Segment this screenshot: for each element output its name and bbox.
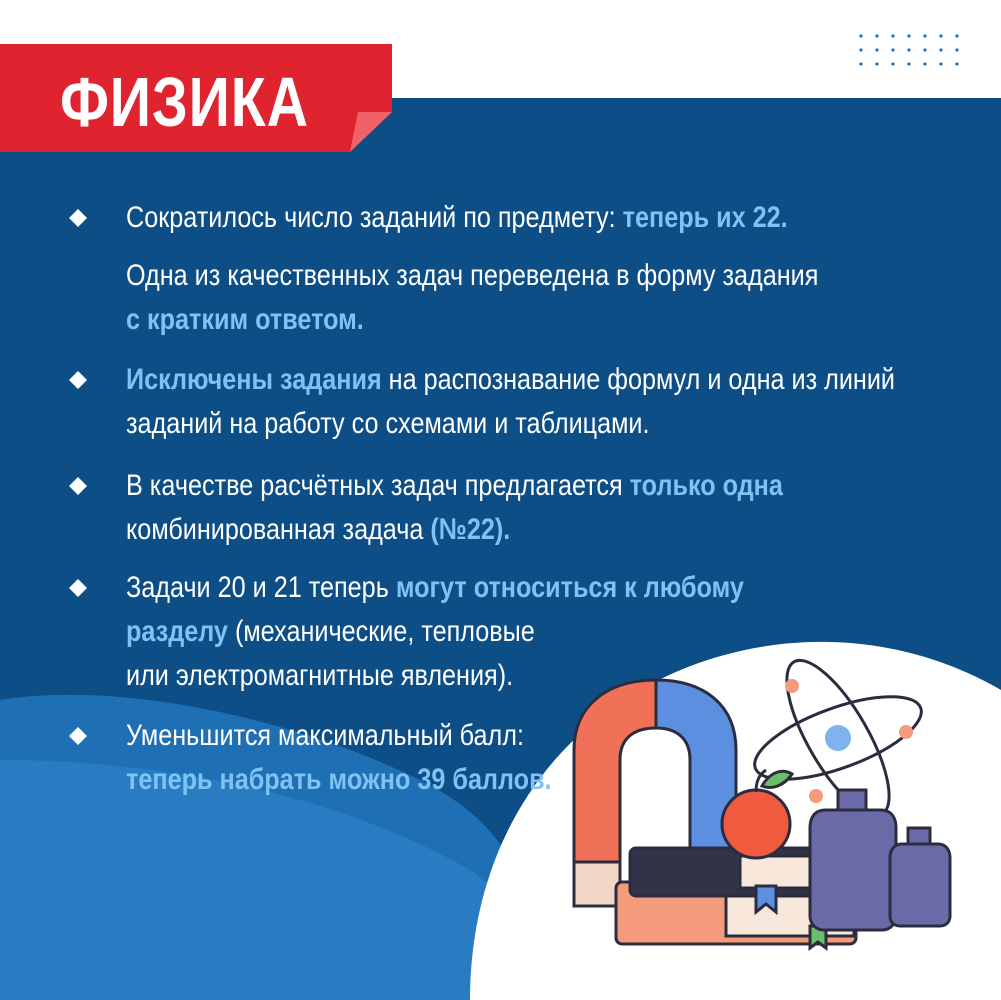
highlighted-text: с кратким ответом. bbox=[126, 303, 364, 336]
highlighted-text: (№22). bbox=[430, 513, 511, 546]
bullet-text-line bbox=[126, 358, 895, 402]
text: Уменьшится максимальный балл: bbox=[126, 719, 524, 752]
highlighted-text: могут относиться к любому bbox=[395, 571, 744, 604]
text: Задачи 20 и 21 теперь bbox=[126, 571, 396, 604]
diamond-bullet-icon bbox=[68, 208, 88, 228]
bullet-text-line bbox=[126, 464, 783, 508]
highlighted-text: теперь набрать можно 39 баллов. bbox=[126, 763, 552, 796]
text: Сократилось число заданий по предмету: bbox=[126, 201, 623, 234]
text: на распознавание формул и одна из линий bbox=[381, 363, 895, 396]
diamond-bullet-icon bbox=[68, 578, 88, 598]
diamond-bullet-icon bbox=[68, 370, 88, 390]
bullet-text-line bbox=[126, 254, 818, 298]
text: или электромагнитные явления). bbox=[126, 659, 514, 692]
bullet-text-line bbox=[126, 508, 510, 552]
weights-icon bbox=[810, 790, 950, 930]
bullet-text-line bbox=[126, 654, 513, 698]
text: (механические, тепловые bbox=[227, 615, 535, 648]
highlighted-text: Исключены задания bbox=[126, 363, 382, 396]
highlighted-text: разделу bbox=[126, 615, 228, 648]
bullet-text-line bbox=[126, 610, 535, 654]
bullet-text-line bbox=[126, 402, 650, 446]
text: комбинированная задача bbox=[126, 513, 431, 546]
bullet-text-line bbox=[126, 298, 364, 342]
bullet-text-line bbox=[126, 758, 552, 802]
diamond-bullet-icon bbox=[68, 476, 88, 496]
science-illustration bbox=[560, 650, 1001, 1000]
bullet-text-line bbox=[126, 196, 788, 240]
diamond-bullet-icon bbox=[68, 726, 88, 746]
bullet-text-line bbox=[126, 714, 524, 758]
text: заданий на работу со схемами и таблицами. bbox=[126, 407, 650, 440]
text: В качестве расчётных задач предлагается bbox=[126, 469, 630, 502]
page-title: ФИЗИКА bbox=[60, 63, 309, 141]
highlighted-text: только одна bbox=[629, 469, 783, 502]
text: Одна из качественных задач переведена в форму задания bbox=[126, 259, 819, 292]
highlighted-text: теперь их 22. bbox=[622, 201, 788, 234]
bullet-text-line bbox=[126, 566, 744, 610]
